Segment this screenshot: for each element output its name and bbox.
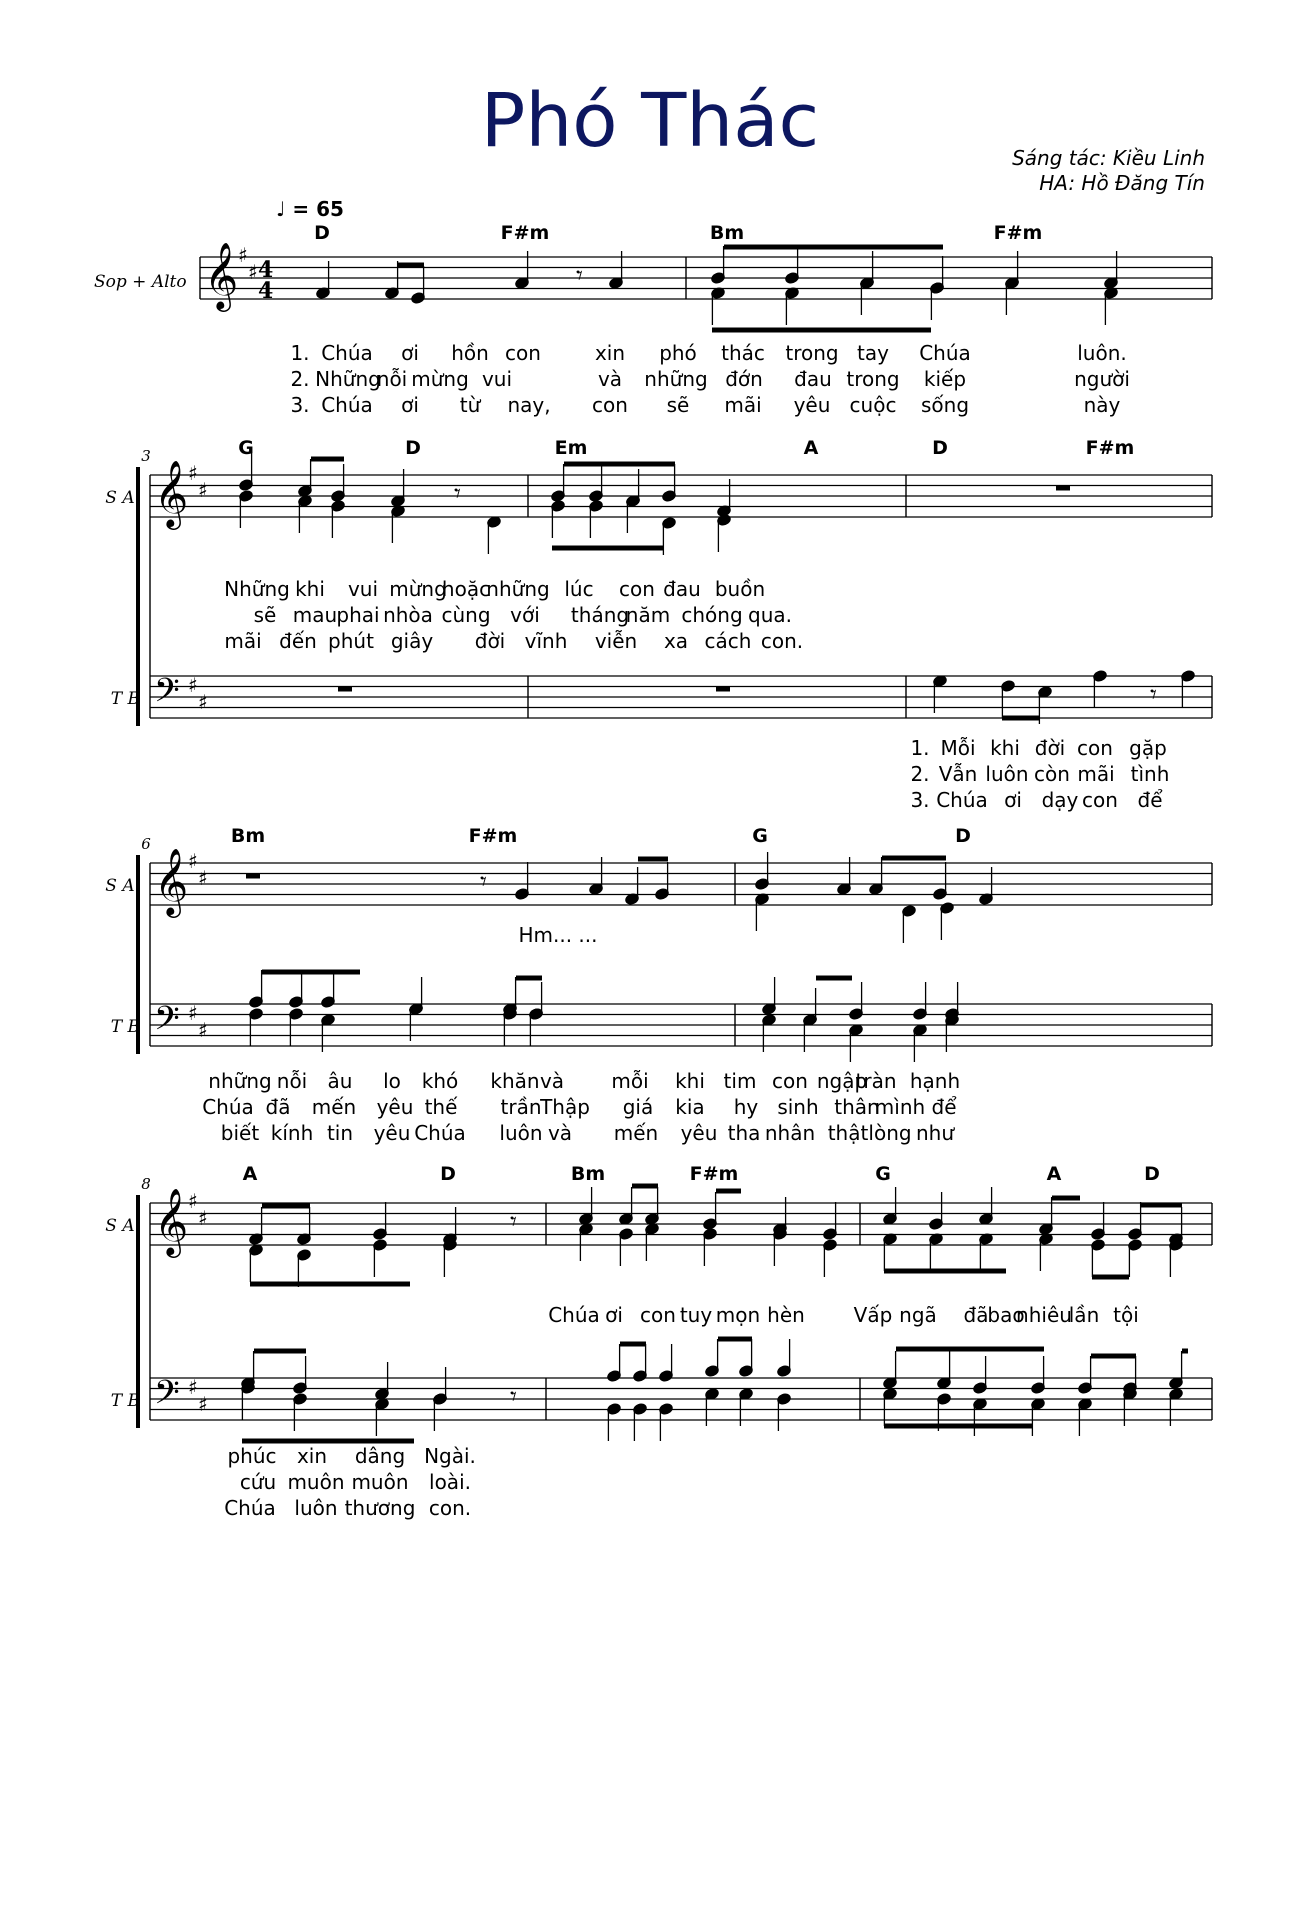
lyric-s3-lower-word: mình xyxy=(874,1095,926,1119)
lyric-s1-word: mừng xyxy=(411,367,469,391)
lyric-s3-lower-word: khó xyxy=(421,1069,459,1093)
chord-symbol: Em xyxy=(554,437,588,459)
lyric-s2-lower-word: dạy xyxy=(1041,788,1079,812)
staff-tb xyxy=(150,1378,1212,1420)
treble-clef-icon: 𝄞 xyxy=(154,459,189,527)
system-2 xyxy=(105,437,1195,812)
lyric-s3-lower-word: tha xyxy=(727,1121,761,1145)
lyric-s2-upper-word: khi xyxy=(295,577,325,601)
lyric-s4-lower-word: thương xyxy=(344,1496,416,1520)
instrument-name: T B xyxy=(110,689,140,709)
sharp-sign: ♯ xyxy=(188,673,198,697)
whole-rest-icon xyxy=(246,874,260,879)
system-1 xyxy=(94,222,1130,417)
lyric-s1-word: những xyxy=(644,367,708,391)
lyric-s3-lower-word: kính xyxy=(270,1121,314,1145)
hum-lyric: Hm... ... xyxy=(518,923,598,947)
lyric-s1-word: sống xyxy=(920,393,970,417)
lyric-s1-word: Chúa xyxy=(321,393,373,417)
sharp-sign: ♯ xyxy=(188,1189,198,1213)
lyric-s1-word: Chúa xyxy=(919,341,971,365)
lyric-s4-lower-word: cứu xyxy=(239,1470,277,1494)
lyric-s3-lower-word: những xyxy=(208,1069,272,1093)
lyric-s3-lower-word: yêu xyxy=(680,1121,718,1145)
lyric-s1-word: ơi xyxy=(401,393,419,417)
eighth-rest-icon: 𝄾 xyxy=(1150,680,1157,710)
chord-symbol: G xyxy=(238,437,254,459)
lyric-s2-lower-word: gặp xyxy=(1129,736,1167,760)
chord-symbol: F#m xyxy=(993,222,1043,244)
lyric-s3-lower-word: thân xyxy=(834,1095,880,1119)
chord-symbol: D xyxy=(440,1163,456,1185)
bass-clef-icon: 𝄢 xyxy=(154,1374,180,1420)
lyric-s1-word: hồn xyxy=(451,341,489,365)
chord-symbol: A xyxy=(803,437,819,459)
lyric-s3-lower-word: mến xyxy=(613,1121,659,1145)
lyric-s1-word: con xyxy=(505,341,541,365)
chord-symbol: Bm xyxy=(230,825,266,847)
chord-symbol: A xyxy=(242,1163,258,1185)
lyric-s4-upper-word: đã xyxy=(963,1303,989,1327)
measure-number: 3 xyxy=(141,447,151,465)
lyric-s3-lower-word: yêu xyxy=(376,1095,414,1119)
lyric-s4-lower-word: muôn xyxy=(351,1470,409,1494)
lyric-s4-upper-word: ngã xyxy=(899,1303,937,1327)
lyric-s4-upper-word: mọn xyxy=(715,1303,761,1327)
lyric-s1-word: này xyxy=(1083,393,1121,417)
sharp-sign: ♯ xyxy=(188,849,198,873)
lyric-s2-upper-word: viễn xyxy=(594,629,638,653)
lyric-s2-upper-word: cách xyxy=(704,629,752,653)
sharp-sign: ♯ xyxy=(188,1375,198,1399)
lyric-s3-lower-word: Thập xyxy=(540,1095,590,1119)
lyric-s2-lower-word: 3. xyxy=(910,788,930,812)
lyric-s3-lower-word: thế xyxy=(424,1095,458,1119)
lyric-s3-lower-word: yêu xyxy=(373,1121,411,1145)
lyric-s3-lower-word: nỗi xyxy=(276,1069,308,1093)
chord-symbol: F#m xyxy=(689,1163,739,1185)
lyric-s2-upper-word: chóng xyxy=(681,603,743,627)
lyric-s4-upper-word: Chúa xyxy=(548,1303,600,1327)
instrument-name: Sop + Alto xyxy=(94,272,187,292)
arranger-credit: HA: Hồ Đăng Tín xyxy=(1039,171,1205,195)
lyric-s2-upper-word: mãi xyxy=(224,629,262,653)
lyric-s3-lower-word: khi xyxy=(675,1069,705,1093)
lyric-s2-lower-word: tình xyxy=(1130,762,1170,786)
lyric-s4-upper-word: tuy xyxy=(679,1303,713,1327)
lyric-s3-lower-word: lòng xyxy=(868,1121,912,1145)
lyric-s3-lower-word: hy xyxy=(733,1095,759,1119)
lyric-s2-upper-word: mừng xyxy=(389,577,447,601)
lyric-s4-lower-word: Chúa xyxy=(224,1496,276,1520)
lyric-s1-word: từ xyxy=(459,393,481,417)
lyric-s2-upper-word: giây xyxy=(390,629,434,653)
lyric-s1-word: sẽ xyxy=(666,393,690,417)
lyric-s2-upper-word: con xyxy=(619,577,655,601)
lyric-s4-lower-word: loài. xyxy=(429,1470,471,1494)
sharp-sign: ♯ xyxy=(238,243,248,267)
measure-number: 8 xyxy=(141,1175,151,1193)
sharp-sign: ♯ xyxy=(198,866,208,890)
lyric-s4-lower-word: xin xyxy=(296,1444,328,1468)
staff-sa xyxy=(150,863,1212,905)
lyric-s4-upper-word: con xyxy=(640,1303,676,1327)
lyric-s3-lower-word: kia xyxy=(675,1095,705,1119)
lyric-s1-word: vui xyxy=(481,367,513,391)
treble-clef-icon: 𝄞 xyxy=(154,1187,189,1255)
lyric-s2-lower-word: 2. xyxy=(910,762,930,786)
lyric-s2-upper-word: vui xyxy=(347,577,379,601)
lyric-s2-lower-word: con xyxy=(1082,788,1118,812)
lyric-s1-word: con xyxy=(592,393,628,417)
eighth-rest-icon: 𝄾 xyxy=(510,1382,517,1412)
lyric-s1-word: luôn. xyxy=(1077,341,1127,365)
lyric-s1-word: trong xyxy=(846,367,900,391)
lyric-s3-lower-word: và xyxy=(547,1121,573,1145)
lyric-s3-lower-word: biết xyxy=(220,1121,260,1145)
lyric-s1-word: 1. xyxy=(290,341,310,365)
lyric-s3-lower-word: mến xyxy=(311,1095,357,1119)
lyric-s2-upper-word: vĩnh xyxy=(524,629,568,653)
lyric-s3-lower-word: để xyxy=(931,1095,957,1119)
time-signature: 4 xyxy=(258,278,274,304)
lyric-s4-lower-word: con. xyxy=(428,1496,472,1520)
lyric-s2-lower-word: luôn xyxy=(985,762,1029,786)
lyric-s4-upper-word: tội xyxy=(1113,1303,1139,1327)
lyric-s1-word: yêu xyxy=(793,393,831,417)
staff-sa xyxy=(150,475,1212,517)
lyric-s2-upper-word: năm xyxy=(625,603,671,627)
page-title: Phó Thác xyxy=(480,78,820,164)
chord-symbol: D xyxy=(932,437,948,459)
lyric-s3-lower-word: giá xyxy=(622,1095,654,1119)
chord-symbol: D xyxy=(1144,1163,1160,1185)
sharp-sign: ♯ xyxy=(198,1392,208,1416)
lyric-s2-lower-word: để xyxy=(1137,788,1163,812)
sharp-sign: ♯ xyxy=(198,1206,208,1230)
lyric-s2-lower-word: ơi xyxy=(1004,788,1022,812)
lyric-s3-lower-word: âu xyxy=(327,1069,353,1093)
eighth-rest-icon: 𝄾 xyxy=(454,479,461,509)
staff-sop-alto xyxy=(200,257,1212,299)
lyric-s2-upper-word: cùng xyxy=(441,603,491,627)
eighth-rest-icon: 𝄾 xyxy=(480,867,487,897)
lyric-s1-word: ơi xyxy=(401,341,419,365)
lyric-s2-upper-word: lúc xyxy=(564,577,594,601)
lyric-s4-lower-word: dâng xyxy=(354,1444,406,1468)
eighth-rest-icon: 𝄾 xyxy=(510,1207,517,1237)
staff-tb xyxy=(150,676,1212,718)
lyric-s2-upper-word: đến xyxy=(279,629,317,653)
lyric-s2-upper-word: phút xyxy=(328,629,374,653)
lyric-s2-upper-word: nhòa xyxy=(383,603,433,627)
lyric-s2-upper-word: xa xyxy=(663,629,689,653)
lyric-s3-lower-word: tràn xyxy=(855,1069,897,1093)
lyric-s1-word: Chúa xyxy=(321,341,373,365)
lyric-s3-lower-word: luôn xyxy=(499,1121,543,1145)
lyric-s4-lower-word: muôn xyxy=(287,1470,345,1494)
lyric-s3-lower-word: thật xyxy=(827,1121,869,1145)
bass-clef-icon: 𝄢 xyxy=(154,672,180,718)
lyric-s3-lower-word: mỗi xyxy=(611,1069,649,1093)
lyric-s4-upper-word: lần xyxy=(1068,1303,1100,1327)
sharp-sign: ♯ xyxy=(198,1018,208,1042)
lyric-s1-word: đớn xyxy=(725,367,763,391)
lyric-s1-word: thác xyxy=(721,341,765,365)
lyric-s3-lower-word: tin xyxy=(326,1121,354,1145)
lyric-s1-word: trong xyxy=(785,341,839,365)
tempo-marking: ♩ = 65 xyxy=(276,197,344,221)
instrument-name: T B xyxy=(110,1391,140,1411)
chord-symbol: F#m xyxy=(500,222,550,244)
lyric-s1-word: 3. xyxy=(290,393,310,417)
whole-rest-icon xyxy=(338,687,352,692)
lyric-s4-upper-word: bao xyxy=(987,1303,1025,1327)
treble-clef-icon: 𝄞 xyxy=(204,241,239,309)
chord-symbol: F#m xyxy=(1085,437,1135,459)
lyric-s4-upper-word: ơi xyxy=(605,1303,623,1327)
instrument-name: S A. xyxy=(105,488,140,508)
lyric-s3-lower-word: trần xyxy=(500,1095,542,1119)
sharp-sign: ♯ xyxy=(188,1001,198,1025)
chord-symbol: D xyxy=(405,437,421,459)
lyric-s3-lower-word: sinh xyxy=(777,1095,819,1119)
lyric-s2-lower-word: mãi xyxy=(1077,762,1115,786)
lyric-s2-upper-word: những xyxy=(486,577,550,601)
sharp-sign: ♯ xyxy=(198,478,208,502)
chord-symbol: G xyxy=(875,1163,891,1185)
lyric-s2-upper-word: phai xyxy=(336,603,380,627)
lyric-s2-upper-word: tháng xyxy=(570,603,630,627)
bass-clef-icon: 𝄢 xyxy=(154,1000,180,1046)
lyric-s2-upper-word: hoặc xyxy=(441,577,491,601)
chord-symbol: D xyxy=(314,222,330,244)
time-signature: 4 xyxy=(258,257,274,283)
lyric-s2-lower-word: Mỗi xyxy=(940,736,976,760)
lyric-s2-upper-word: buồn xyxy=(714,577,766,601)
instrument-name: T B xyxy=(110,1017,140,1037)
lyric-s2-lower-word: đời xyxy=(1034,736,1066,760)
lyric-s2-lower-word: 1. xyxy=(910,736,930,760)
lyric-s1-word: Những xyxy=(315,367,381,391)
lyric-s2-lower-word: còn xyxy=(1034,762,1070,786)
lyric-s2-lower-word: con xyxy=(1077,736,1113,760)
lyric-s1-word: tay xyxy=(857,341,889,365)
lyric-s3-lower-word: lo xyxy=(383,1069,401,1093)
chord-symbol: Bm xyxy=(709,222,745,244)
lyric-s2-upper-word: qua. xyxy=(748,603,792,627)
lyric-s3-lower-word: nhân xyxy=(764,1121,816,1145)
lyric-s3-lower-word: Chúa xyxy=(414,1121,466,1145)
chord-symbol: Bm xyxy=(570,1163,606,1185)
whole-rest-icon xyxy=(716,687,730,692)
lyric-s3-lower-word: như xyxy=(915,1121,955,1145)
lyric-s2-upper-word: con. xyxy=(760,629,804,653)
lyric-s1-word: kiếp xyxy=(923,367,967,391)
lyric-s2-upper-word: sẽ xyxy=(253,603,277,627)
lyric-s3-lower-word: đã xyxy=(265,1095,291,1119)
chord-symbol: D xyxy=(955,825,971,847)
lyric-s2-lower-word: khi xyxy=(990,736,1020,760)
lyric-s4-upper-word: hèn xyxy=(767,1303,805,1327)
lyric-s1-word: đau xyxy=(794,367,832,391)
measure-number: 6 xyxy=(141,835,151,853)
lyric-s4-lower-word: phúc xyxy=(227,1444,277,1468)
chord-symbol: A xyxy=(1046,1163,1062,1185)
whole-rest-icon xyxy=(1056,486,1070,491)
eighth-rest-icon: 𝄾 xyxy=(576,261,583,291)
lyric-s3-lower-word: con xyxy=(772,1069,808,1093)
lyric-s4-lower-word: Ngài. xyxy=(424,1444,476,1468)
lyric-s2-lower-word: Vẫn xyxy=(938,762,978,786)
sharp-sign: ♯ xyxy=(188,461,198,485)
lyric-s2-upper-word: mau xyxy=(292,603,338,627)
lyric-s1-word: nỗi xyxy=(376,367,408,391)
lyric-s1-word: và xyxy=(597,367,623,391)
lyric-s2-lower-word: Chúa xyxy=(936,788,988,812)
lyric-s2-upper-word: Những xyxy=(224,577,290,601)
lyric-s1-word: nay, xyxy=(507,393,551,417)
lyric-s2-upper-word: với xyxy=(510,603,540,627)
composer-credit: Sáng tác: Kiều Linh xyxy=(1012,146,1205,170)
sharp-sign: ♯ xyxy=(248,260,258,284)
lyric-s1-word: người xyxy=(1074,367,1130,391)
staff-tb xyxy=(150,1004,1212,1046)
lyric-s1-word: phó xyxy=(659,341,697,365)
lyric-s3-lower-word: tim xyxy=(723,1069,757,1093)
lyric-s1-word: cuộc xyxy=(849,393,897,417)
chord-symbol: F#m xyxy=(468,825,518,847)
sharp-sign: ♯ xyxy=(198,690,208,714)
lyric-s1-word: 2. xyxy=(290,367,310,391)
lyric-s1-word: xin xyxy=(594,341,626,365)
treble-clef-icon: 𝄞 xyxy=(154,847,189,915)
chord-symbol: G xyxy=(752,825,768,847)
instrument-name: S A. xyxy=(105,876,140,896)
instrument-name: S A. xyxy=(105,1216,140,1236)
lyric-s3-lower-word: hạnh xyxy=(909,1069,961,1093)
lyric-s4-lower-word: luôn xyxy=(294,1496,338,1520)
lyric-s2-upper-word: đời xyxy=(474,629,506,653)
system-4 xyxy=(105,1163,1188,1520)
lyric-s3-lower-word: ngập xyxy=(816,1069,868,1093)
lyric-s2-upper-word: đau xyxy=(663,577,701,601)
lyric-s3-lower-word: Chúa xyxy=(202,1095,254,1119)
lyric-s4-upper-word: nhiêu xyxy=(1016,1303,1072,1327)
lyric-s1-word: mãi xyxy=(724,393,762,417)
lyric-s3-lower-word: khăn xyxy=(490,1069,540,1093)
lyric-s3-lower-word: và xyxy=(539,1069,565,1093)
lyric-s4-upper-word: Vấp xyxy=(853,1303,893,1327)
